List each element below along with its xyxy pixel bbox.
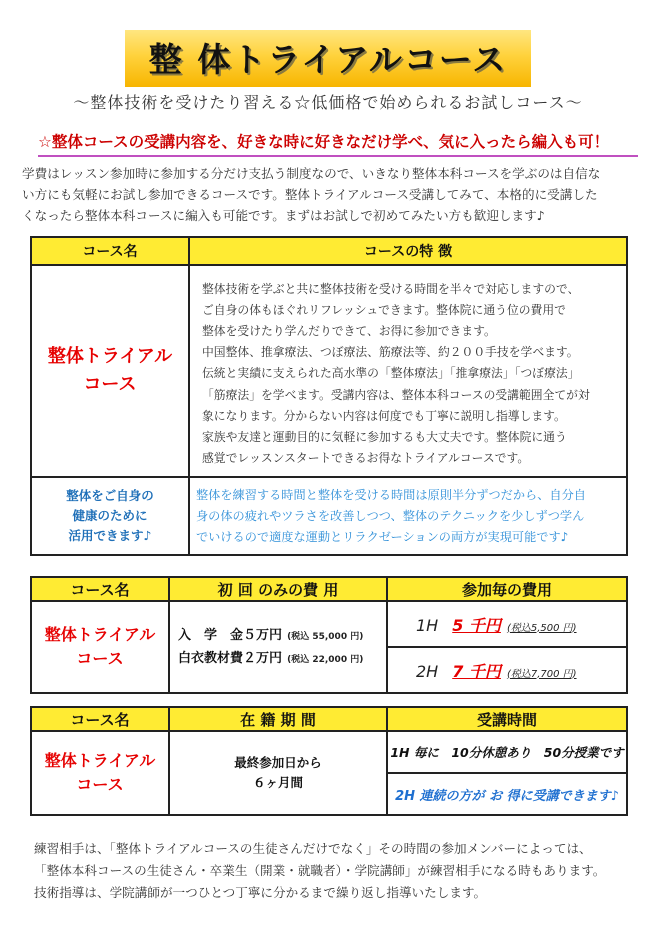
features-cell [189, 265, 627, 477]
footer-line: 技術指導は、学院講師が一つひとつ丁寧に分かるまで繰り返し指導いたします。 [34, 885, 487, 900]
title-banner [0, 30, 656, 87]
intro-line: い方にも気軽にお試し参加できるコースです。整体トライアルコース受講してみて、本格的に受講した [22, 187, 598, 202]
feature-line: ご自身の体もほぐれリフレッシュできます。整体院に通う位の費用で [202, 302, 566, 317]
course-name-line: コース [76, 649, 124, 668]
per-amount: 7 千円 [452, 661, 501, 681]
health-text-line: 整体を練習する時間と整体を受ける時間は原則半分ずつだから、自分自 [196, 487, 586, 502]
initial-fee-cell [169, 601, 387, 693]
course-name-cell [31, 731, 169, 815]
course-name-cell [31, 601, 169, 693]
subtitle: ～整体技術を受けたり習える☆低価格で始められるお試しコース～ [73, 93, 583, 112]
feature-line: 中国整体、推拿療法、つぼ療法、筋療法等、約２００手技を学べます。 [202, 345, 579, 360]
course-name-line: 整体トライアル [47, 346, 173, 367]
feature-line: 伝統と実績に支えられた高水準の「整体療法」「推拿療法」「つぼ療法」 [202, 366, 580, 381]
header-course-name: コース名 [31, 237, 189, 265]
feature-line: 整体技術を学ぶと共に整体技術を受ける時間を半々で対応しますので、 [202, 281, 580, 296]
header-initial-fee: 初 回 のみの費 用 [169, 577, 387, 601]
page-title: 整 体トライアルコース [125, 30, 532, 87]
feature-line: 家族や友達と運動目的に気軽に参加するも大丈夫です。整体院に通う [202, 430, 567, 444]
per-session-2h [387, 647, 627, 693]
health-text-cell [189, 477, 627, 555]
header-course-features: コースの特 徴 [189, 237, 627, 265]
lesson-time-2h: 2H 連続の方が お 得に受講できます♪ [387, 773, 627, 815]
course-name-line: コース [76, 775, 124, 794]
fees-table [30, 576, 628, 694]
course-name-line: 整体トライアル [44, 751, 156, 770]
health-text-line: でいけるので適度な運動とリラクゼーションの両方が実現可能です♪ [196, 529, 569, 544]
period-time-table [30, 706, 628, 816]
course-name-cell [31, 265, 189, 477]
per-tax: (税込5,500 円) [506, 622, 577, 634]
feature-line: 感覚でレッスンスタートできるお得なトライアルコースです。 [202, 451, 530, 466]
per-hour-label: 1H [416, 615, 439, 635]
feature-line: 整体を受けたり学んだりできて、お得に参加できます。 [202, 323, 496, 338]
footer-line: 練習相手は、「整体トライアルコースの生徒さんだけでなく」その時間の参加メンバーによっては、 [34, 841, 592, 856]
period-line: ６ヶ月間 [252, 775, 303, 790]
footer-line: 「整体本科コースの生徒さん・卒業生（開業・就職者）・学院講師」が練習相手になる時もあります。 [34, 863, 606, 878]
header-course-name: コース名 [31, 707, 169, 731]
enrollment-fee-tax: (税込 55,000 円) [287, 632, 364, 642]
health-label-line: 整体をご自身の [66, 488, 154, 503]
course-name-line: 整体トライアル [44, 625, 156, 644]
uniform-material-fee-tax: (税込 22,000 円) [287, 655, 364, 665]
course-features-table [30, 236, 628, 556]
header-lesson-time: 受講時間 [387, 707, 627, 731]
per-amount: 5 千円 [452, 615, 501, 635]
health-label-line: 活用できます♪ [68, 528, 152, 543]
feature-line: 象になります。分からない内容は何度でも丁寧に説明し指導します。 [202, 408, 566, 423]
per-session-1h [387, 601, 627, 647]
intro-line: 学費はレッスン参加時に参加する分だけ支払う制度なので、いきなり整体本科コースを学ぶのは自信な [22, 166, 601, 181]
health-label-cell [31, 477, 189, 555]
lesson-time-1h: 1H 毎に 10分休憩あり 50分授業です [387, 731, 627, 773]
enrollment-fee: 入 学 金５万円 [178, 628, 283, 643]
uniform-material-fee: 白衣教材費２万円 [178, 651, 283, 666]
header-course-name: コース名 [31, 577, 169, 601]
period-line: 最終参加日から [234, 755, 322, 770]
health-label-line: 健康のために [72, 508, 148, 523]
course-name-line: コース [83, 374, 137, 395]
header-enrollment-period: 在 籍 期 間 [169, 707, 387, 731]
intro-line: くなったら整体本科コースに編入も可能です。まずはお試しで初めてみたい方も歓迎します♪ [22, 208, 545, 223]
headline: ☆整体コースの受講内容を、好きな時に好きなだけ学べ、気に入ったら編入も可！ [38, 130, 638, 157]
header-per-session-fee: 参加毎の費用 [387, 577, 627, 601]
feature-line: 「筋療法」を学べます。受講内容は、整体本科コースの受講範囲全てが対 [202, 387, 590, 402]
enrollment-period-cell [169, 731, 387, 815]
health-text-line: 身の体の疲れやツラさを改善しつつ、整体のテクニックを少しずつ学ん [196, 508, 585, 523]
footer-paragraph [34, 838, 644, 904]
per-hour-label: 2H [416, 661, 439, 681]
per-tax: (税込7,700 円) [506, 668, 577, 680]
intro-paragraph [22, 163, 644, 226]
